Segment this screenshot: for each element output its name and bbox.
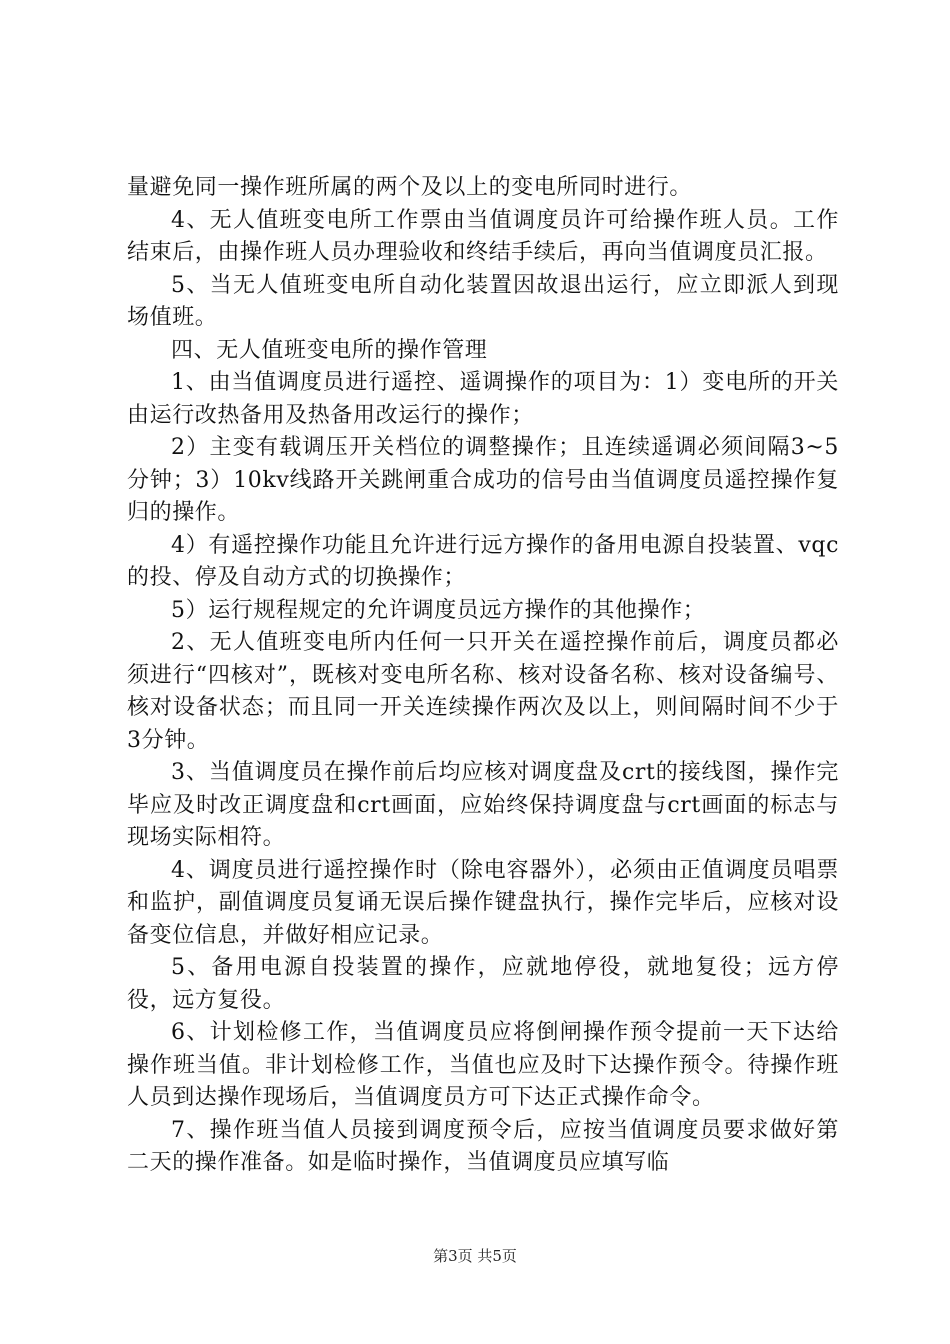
paragraph: 5、当无人值班变电所自动化装置因故退出运行，应立即派人到现场值班。 (127, 272, 839, 330)
paragraph: 5、备用电源自投装置的操作，应就地停役，就地复役；远方停役，远方复役。 (127, 955, 839, 1013)
paragraph: 4、无人值班变电所工作票由当值调度员许可给操作班人员。工作结束后，由操作班人员办理验收和终结手续后，再向当值调度员汇报。 (127, 207, 839, 265)
paragraph: 6、计划检修工作，当值调度员应将倒闸操作预令提前一天下达给操作班当值。非计划检修工作，当值也应及时下达操作预令。待操作班人员到达操作现场后，当值调度员方可下达正式操作命令。 (127, 1020, 839, 1110)
paragraph: 5）运行规程规定的允许调度员远方操作的其他操作； (171, 597, 706, 623)
paragraph: 4、调度员进行遥控操作时（除电容器外），必须由正值调度员唱票和监护，副值调度员复诵无误后操作键盘执行，操作完毕后，应核对设备变位信息，并做好相应记录。 (127, 857, 839, 948)
page-footer (0, 1245, 950, 1266)
paragraph: 2）主变有载调压开关档位的调整操作；且连续遥调必须间隔3~5分钟；3）10kv线路开关跳闸重合成功的信号由当值调度员遥控操作复归的操作。 (127, 435, 839, 525)
page-number-label: 第3页 共5页 (433, 1247, 517, 1265)
paragraph: 7、操作班当值人员接到调度预令后，应按当值调度员要求做好第二天的操作准备。如是临时操作，当值调度员应填写临 (127, 1117, 839, 1175)
document-body (127, 172, 839, 1180)
paragraph: 3、当值调度员在操作前后均应核对调度盘及crt的接线图，操作完毕应及时改正调度盘和crt画面，应始终保持调度盘与crt画面的标志与现场实际相符。 (127, 760, 839, 850)
paragraph: 1、由当值调度员进行遥控、遥调操作的项目为：1）变电所的开关由运行改热备用及热备用改运行的操作； (127, 370, 839, 428)
section-heading: 四、无人值班变电所的操作管理 (171, 337, 488, 363)
paragraph: 2、无人值班变电所内任何一只开关在遥控操作前后，调度员都必须进行“四核对”，既核对变电所名称、核对设备名称、核对设备编号、核对设备状态；而且同一开关连续操作两次及以上，则间隔时间不少于3分钟。 (127, 630, 839, 753)
paragraph: 4）有遥控操作功能且允许进行远方操作的备用电源自投装置、vqc的投、停及自动方式的切换操作； (127, 532, 839, 590)
paragraph: 量避免同一操作班所属的两个及以上的变电所同时进行。 (127, 175, 693, 200)
